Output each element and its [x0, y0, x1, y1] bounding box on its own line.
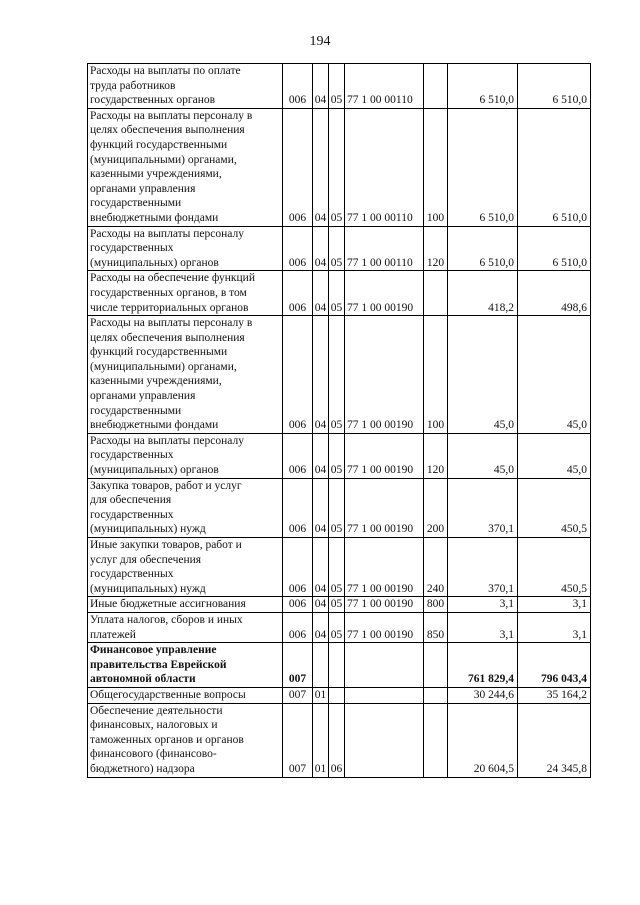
cell-subsection-code: 06: [329, 703, 345, 777]
cell-amount-year-2: 24 345,8: [518, 703, 591, 777]
cell-expense-name: [88, 226, 283, 271]
cell-expense-name-line: государственных органов, в том: [90, 286, 247, 299]
cell-expense-name-line: числе территориальных органов: [90, 301, 249, 314]
cell-expense-name-line: (муниципальных) нужд: [90, 523, 206, 536]
cell-amount-year-1: 6 510,0: [448, 108, 518, 226]
cell-section-code: 04: [313, 433, 329, 478]
cell-expense-name: [88, 64, 283, 109]
cell-target-article: 77 1 00 00190: [345, 478, 424, 537]
table-row: [88, 64, 591, 109]
cell-expense-name-line: органами управления: [90, 182, 196, 195]
table-row: [88, 687, 591, 703]
cell-expense-name: [88, 612, 283, 642]
cell-department-code: 006: [283, 597, 313, 613]
cell-department-code: 006: [283, 316, 313, 434]
cell-expense-name-line: органами управления: [90, 390, 196, 403]
cell-target-article: 77 1 00 00190: [345, 271, 424, 316]
cell-amount-year-1: 6 510,0: [448, 64, 518, 109]
cell-expense-name: [88, 703, 283, 777]
budget-table: [87, 63, 591, 778]
cell-amount-year-1: 370,1: [448, 538, 518, 597]
cell-amount-year-1: 20 604,5: [448, 703, 518, 777]
cell-expense-name-line: целях обеспечения выполнения: [90, 331, 245, 344]
table-row: [88, 316, 591, 434]
table-row: [88, 538, 591, 597]
cell-target-article: 77 1 00 00190: [345, 538, 424, 597]
cell-expense-name: [88, 538, 283, 597]
cell-expense-name-line: Иные бюджетные ассигнования: [90, 598, 246, 611]
cell-expense-name: [88, 478, 283, 537]
cell-amount-year-1: 45,0: [448, 433, 518, 478]
cell-department-code: 007: [283, 643, 313, 688]
table-row: [88, 271, 591, 316]
cell-expense-type: 800: [424, 597, 448, 613]
cell-target-article: [345, 643, 424, 688]
cell-expense-name-line: Расходы на выплаты персоналу: [90, 434, 244, 447]
cell-subsection-code: 05: [329, 478, 345, 537]
cell-amount-year-1: 370,1: [448, 478, 518, 537]
cell-amount-year-2: 3,1: [518, 597, 591, 613]
cell-target-article: 77 1 00 00190: [345, 612, 424, 642]
cell-department-code: 007: [283, 687, 313, 703]
cell-section-code: 04: [313, 612, 329, 642]
cell-section-code: 04: [313, 316, 329, 434]
cell-expense-name-line: государственных органов: [90, 94, 216, 107]
cell-expense-name-line: казенными учреждениями,: [90, 375, 222, 388]
cell-section-code: 01: [313, 687, 329, 703]
cell-target-article: 77 1 00 00110: [345, 226, 424, 271]
cell-expense-name: [88, 687, 283, 703]
cell-amount-year-2: 450,5: [518, 478, 591, 537]
cell-expense-type: 200: [424, 478, 448, 537]
cell-expense-type: [424, 643, 448, 688]
cell-expense-name-line: государственных: [90, 568, 174, 581]
table-body: [88, 64, 591, 778]
cell-expense-type: [424, 271, 448, 316]
cell-department-code: 006: [283, 612, 313, 642]
cell-expense-type: 100: [424, 316, 448, 434]
cell-amount-year-1: 3,1: [448, 597, 518, 613]
cell-expense-name-line: автономной области: [90, 673, 196, 686]
cell-expense-name-line: для обеспечения: [90, 494, 172, 507]
cell-expense-name-line: Закупка товаров, работ и услуг: [90, 479, 242, 492]
cell-expense-type: 240: [424, 538, 448, 597]
cell-expense-name-line: внебюджетными фондами: [90, 211, 219, 224]
cell-target-article: 77 1 00 00110: [345, 108, 424, 226]
cell-amount-year-1: 761 829,4: [448, 643, 518, 688]
cell-expense-name-line: функций государственными: [90, 346, 228, 359]
cell-expense-name-line: Расходы на выплаты персоналу: [90, 227, 244, 240]
cell-expense-name-line: Обеспечение деятельности: [90, 704, 223, 717]
cell-expense-name-line: казенными учреждениями,: [90, 168, 222, 181]
cell-expense-name: [88, 108, 283, 226]
cell-section-code: 04: [313, 597, 329, 613]
cell-amount-year-1: 3,1: [448, 612, 518, 642]
table-row: [88, 703, 591, 777]
cell-expense-name-line: Иные закупки товаров, работ и: [90, 539, 242, 551]
cell-expense-type: [424, 703, 448, 777]
cell-amount-year-2: 45,0: [518, 316, 591, 434]
table-row: [88, 478, 591, 537]
cell-amount-year-2: 35 164,2: [518, 687, 591, 703]
cell-expense-name-line: целях обеспечения выполнения: [90, 124, 245, 137]
cell-expense-name-line: Расходы на выплаты персоналу в: [90, 317, 253, 330]
cell-expense-name-line: государственных: [90, 449, 174, 462]
cell-expense-name-line: таможенных органов и органов: [90, 733, 244, 746]
cell-expense-name-line: внебюджетными фондами: [90, 419, 219, 432]
cell-amount-year-1: 418,2: [448, 271, 518, 316]
cell-amount-year-2: 6 510,0: [518, 64, 591, 109]
cell-expense-type: 100: [424, 108, 448, 226]
cell-expense-name-line: (муниципальными) органами,: [90, 153, 237, 166]
cell-department-code: 007: [283, 703, 313, 777]
cell-department-code: 006: [283, 433, 313, 478]
cell-subsection-code: 05: [329, 612, 345, 642]
cell-target-article: [345, 687, 424, 703]
table-row: [88, 108, 591, 226]
cell-target-article: 77 1 00 00190: [345, 316, 424, 434]
cell-department-code: 006: [283, 108, 313, 226]
cell-section-code: 04: [313, 478, 329, 537]
cell-expense-name-line: Расходы на обеспечение функций: [90, 272, 255, 285]
cell-section-code: 04: [313, 108, 329, 226]
page-number: 194: [309, 34, 331, 49]
cell-target-article: 77 1 00 00190: [345, 597, 424, 613]
cell-expense-name-line: платежей: [90, 628, 136, 641]
cell-expense-type: [424, 687, 448, 703]
cell-expense-name-line: труда работников: [90, 79, 176, 92]
cell-expense-name: [88, 316, 283, 434]
cell-subsection-code: [329, 643, 345, 688]
cell-amount-year-2: 450,5: [518, 538, 591, 597]
cell-target-article: [345, 703, 424, 777]
cell-department-code: 006: [283, 478, 313, 537]
cell-subsection-code: 05: [329, 538, 345, 597]
cell-expense-name: [88, 643, 283, 688]
cell-section-code: 04: [313, 271, 329, 316]
cell-expense-name-line: государственных: [90, 508, 174, 521]
cell-section-code: 01: [313, 703, 329, 777]
table-row: [88, 433, 591, 478]
cell-section-code: 04: [313, 226, 329, 271]
cell-expense-name-line: (муниципальными) органами,: [90, 360, 237, 373]
cell-expense-name-line: (муниципальных) органов: [90, 256, 219, 269]
cell-amount-year-2: 45,0: [518, 433, 591, 478]
cell-expense-name-line: государственными: [90, 404, 182, 417]
cell-expense-name: [88, 597, 283, 613]
table-row: [88, 612, 591, 642]
cell-expense-name: [88, 433, 283, 478]
cell-subsection-code: 05: [329, 108, 345, 226]
cell-expense-name-line: функций государственными: [90, 138, 228, 151]
cell-amount-year-2: 3,1: [518, 612, 591, 642]
cell-amount-year-2: 498,6: [518, 271, 591, 316]
cell-department-code: 006: [283, 538, 313, 597]
cell-amount-year-2: 6 510,0: [518, 226, 591, 271]
cell-amount-year-2: 6 510,0: [518, 108, 591, 226]
cell-department-code: 006: [283, 64, 313, 109]
cell-expense-type: [424, 64, 448, 109]
cell-subsection-code: 05: [329, 316, 345, 434]
cell-expense-name-line: услуг для обеспечения: [90, 553, 202, 566]
cell-expense-name-line: Финансовое управление: [90, 644, 217, 657]
cell-subsection-code: 05: [329, 64, 345, 109]
cell-amount-year-1: 30 244,6: [448, 687, 518, 703]
table-row: [88, 226, 591, 271]
cell-expense-name-line: (муниципальных) органов: [90, 464, 219, 477]
cell-expense-name-line: (муниципальных) нужд: [90, 582, 206, 595]
cell-department-code: 006: [283, 226, 313, 271]
cell-amount-year-1: 6 510,0: [448, 226, 518, 271]
cell-amount-year-1: 45,0: [448, 316, 518, 434]
cell-department-code: 006: [283, 271, 313, 316]
cell-expense-name-line: Расходы на выплаты по оплате: [90, 65, 241, 77]
cell-expense-name-line: бюджетного) надзора: [90, 762, 195, 775]
cell-expense-type: 120: [424, 433, 448, 478]
cell-expense-type: 850: [424, 612, 448, 642]
cell-subsection-code: 05: [329, 433, 345, 478]
cell-section-code: 04: [313, 538, 329, 597]
table-row: [88, 643, 591, 688]
cell-subsection-code: 05: [329, 597, 345, 613]
cell-subsection-code: 05: [329, 271, 345, 316]
table-row: [88, 597, 591, 613]
cell-expense-name-line: правительства Еврейской: [90, 658, 227, 671]
cell-section-code: 04: [313, 64, 329, 109]
cell-target-article: 77 1 00 00110: [345, 64, 424, 109]
cell-amount-year-2: 796 043,4: [518, 643, 591, 688]
cell-section-code: [313, 643, 329, 688]
cell-expense-name: [88, 271, 283, 316]
cell-expense-type: 120: [424, 226, 448, 271]
cell-expense-name-line: государственных: [90, 242, 174, 255]
cell-expense-name-line: финансового (финансово-: [90, 748, 217, 761]
cell-expense-name-line: Расходы на выплаты персоналу в: [90, 109, 253, 122]
cell-expense-name-line: Уплата налогов, сборов и иных: [90, 613, 243, 626]
cell-expense-name-line: государственными: [90, 197, 182, 210]
cell-subsection-code: [329, 687, 345, 703]
cell-target-article: 77 1 00 00190: [345, 433, 424, 478]
cell-expense-name-line: финансовых, налоговых и: [90, 719, 218, 732]
cell-expense-name-line: Общегосударственные вопросы: [90, 688, 246, 701]
cell-subsection-code: 05: [329, 226, 345, 271]
